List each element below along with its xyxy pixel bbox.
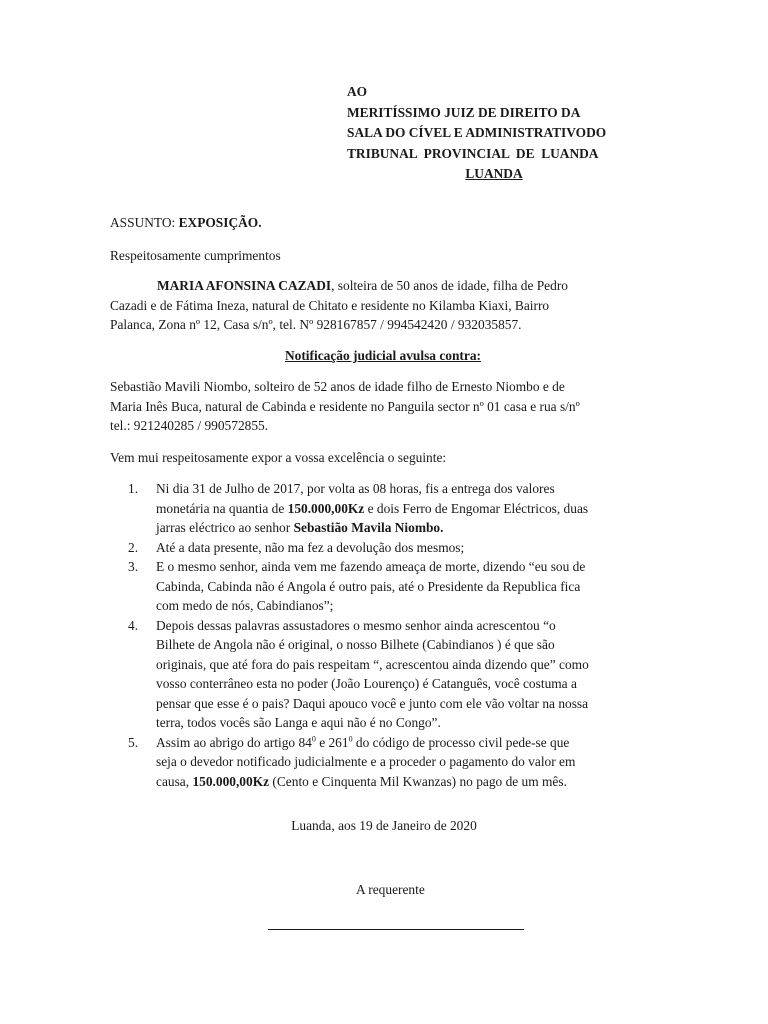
list-item <box>128 557 658 616</box>
list-item <box>128 733 658 792</box>
list-text: jarras eléctrico ao senhor <box>156 520 294 535</box>
list-text: Depois dessas palavras assustadores o mesmo senhor ainda acrescentou “o <box>156 617 556 633</box>
list-text: e dois Ferro de Engomar Eléctricos, duas <box>364 500 589 516</box>
addressee-line: MERITÍSSIMO JUIZ DE DIREITO DA <box>347 104 581 120</box>
respondent-text: Sebastião Mavili Niombo, solteiro de 52 anos de idade filho de Ernesto Niombo e de <box>110 379 565 394</box>
requester-text: , solteira de 50 anos de idade, filha de Pedro <box>331 278 568 293</box>
requester-name: MARIA AFONSINA CAZADI <box>157 278 332 293</box>
list-text: vosso conterrâneo esta no poder (João Lourenço) é Catanguês, você costuma a <box>156 676 577 691</box>
addressee-line: AO <box>347 84 368 99</box>
requester-text: Cazadi e de Fátima Ineza, natural de Chitato e residente no Kilamba Kiaxi, Bairro <box>110 297 550 313</box>
amount: 150.000,00Kz <box>287 500 365 516</box>
list-text: Até a data presente, não ma fez a devolução dos mesmos; <box>156 539 465 555</box>
list-text: do código de processo civil pede-se que <box>352 734 570 750</box>
list-text: com medo de nós, Cabindianos”; <box>156 598 334 613</box>
list-text: originais, que até fora do pais respeitam “, acrescentou ainda dizendo que” como <box>156 656 589 672</box>
list-item <box>128 616 658 733</box>
list-text: Cabinda, Cabinda não é Angola é outro pais, até o Presidente da Republica fica <box>156 578 581 594</box>
addressee-line: SALA DO CÍVEL E ADMINISTRATIVODO <box>347 125 607 140</box>
addressee-city: LUANDA <box>465 166 523 181</box>
signature-line <box>268 929 524 930</box>
requester-text: Palanca, Zona nº 12, Casa s/nº, tel. Nº 928167857 / 994542420 / 932035857. <box>110 317 522 332</box>
intro-sentence: Vem mui respeitosamente expor a vossa excelência o seguinte: <box>110 450 447 465</box>
list-item <box>128 479 658 538</box>
requester-paragraph <box>110 276 656 335</box>
list-text: e 261 <box>315 734 349 750</box>
respondent-text: tel.: 921240285 / 990572855. <box>110 418 269 433</box>
addressee-line: TRIBUNAL PROVINCIAL DE LUANDA <box>347 145 599 161</box>
list-number: 2. <box>128 539 139 555</box>
addressee-block <box>347 82 641 185</box>
list-number: 4. <box>128 617 139 633</box>
subject-label: ASSUNTO: <box>110 215 179 230</box>
list-number: 5. <box>128 734 139 750</box>
notice-heading: Notificação judicial avulsa contra: <box>284 348 481 363</box>
respondent-paragraph <box>110 377 656 436</box>
list-text: Ni dia 31 de Julho de 2017, por volta as 08 horas, fis a entrega dos valores <box>156 481 555 496</box>
list-text: pensar que esse é o pais? Daqui apouco você e junto com ele vão voltar na nossa <box>156 695 589 711</box>
list-text: terra, todos vocês são Langa e aqui não é no Congo”. <box>156 715 441 730</box>
list-item <box>128 538 658 558</box>
respondent-name: Sebastião Mavila Niombo. <box>293 520 444 535</box>
list-text: Assim ao abrigo do artigo 84 <box>156 734 312 750</box>
greeting: Respeitosamente cumprimentos <box>110 248 281 263</box>
list-number: 3. <box>128 559 139 574</box>
list-number: 1. <box>128 481 139 496</box>
list-text: monetária na quantia de <box>156 500 288 516</box>
list-text: (Cento e Cinquenta Mil Kwanzas) no pago de um mês. <box>269 773 567 789</box>
facts-list <box>128 479 658 791</box>
subject-value: EXPOSIÇÃO. <box>178 215 262 230</box>
signature-label: A requerente <box>356 882 425 897</box>
superscript: 0 <box>348 734 353 744</box>
superscript: 0 <box>311 734 316 744</box>
subject-line <box>110 213 656 233</box>
amount: 150.000,00Kz <box>192 773 270 789</box>
list-text: E o mesmo senhor, ainda vem me fazendo ameaça de morte, dizendo “eu sou de <box>156 559 586 574</box>
list-text: seja o devedor notificado judicialmente e a proceder o pagamento do valor em <box>156 754 576 769</box>
list-text: Bilhete de Angola não é original, o nosso Bilhete (Cabindianos ) é que são <box>156 637 555 652</box>
date-place: Luanda, aos 19 de Janeiro de 2020 <box>291 818 477 833</box>
list-text: causa, <box>156 773 193 789</box>
respondent-text: Maria Inês Buca, natural de Cabinda e residente no Panguila sector nº 01 casa e rua s/nº <box>110 398 580 414</box>
